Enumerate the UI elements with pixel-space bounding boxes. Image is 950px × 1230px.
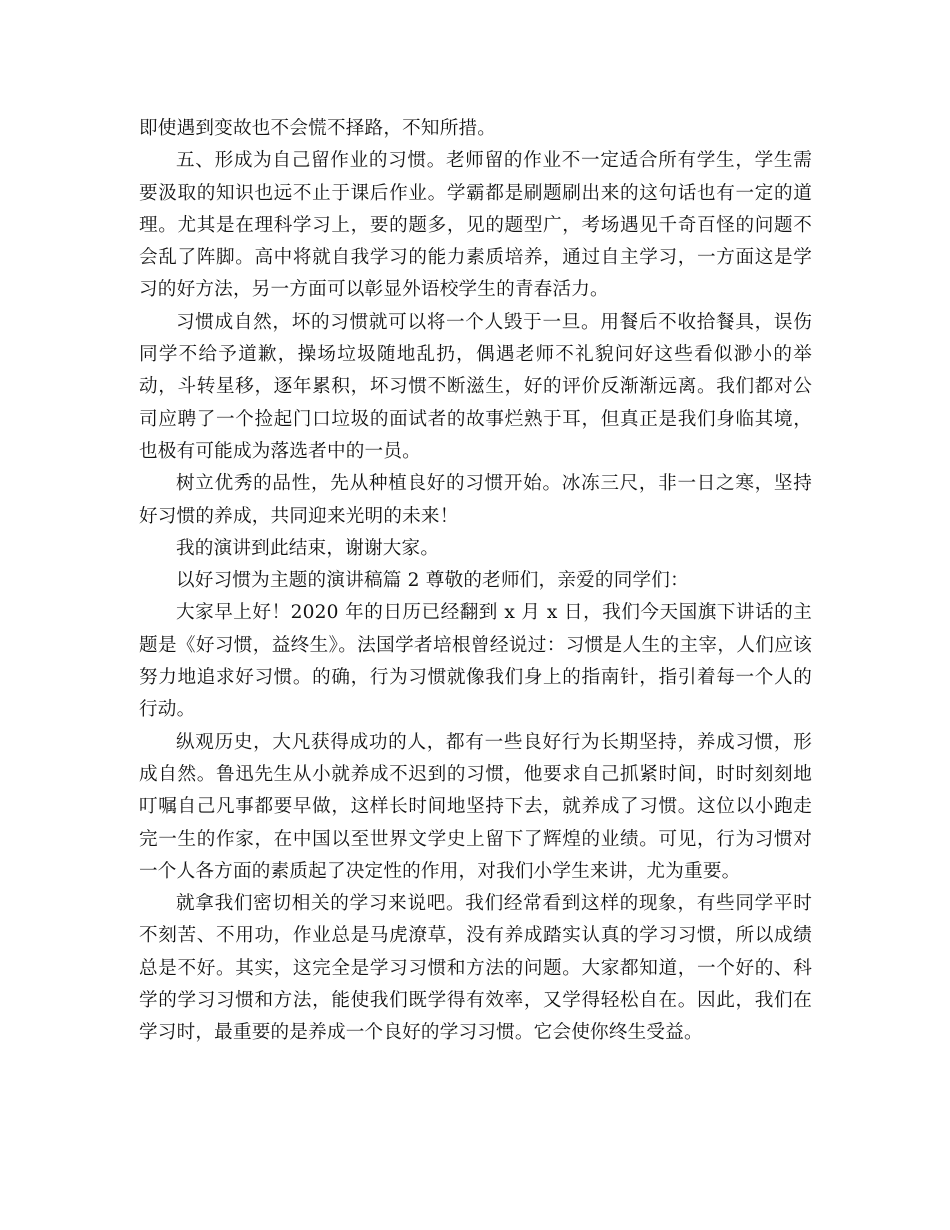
paragraph: 大家早上好！2020 年的日历已经翻到 x 月 x 日，我们今天国旗下讲话的主题是《好习惯，益终生》。法国学者培根曾经说过：习惯是人生的主宰，人们应该努力地追求好习惯。的确，行为习惯就像我们身上的指南针，指引着每一个人的行动。 — [139, 602, 812, 721]
paragraph: 纵观历史，大凡获得成功的人，都有一些良好行为长期坚持，养成习惯，形成自然。鲁迅先生从小就养成不迟到的习惯，他要求自己抓紧时间，时时刻刻地叮嘱自己凡事都要早做，这样长时间地坚持下去，就养成了习惯。这位以小跑走完一生的作家，在中国以至世界文学史上留下了辉煌的业绩。可见，行为习惯对一个人各方面的素质起了决定性的作用，对我们小学生来讲，尤为重要。 — [139, 731, 812, 882]
paragraph: 树立优秀的品性，先从种植良好的习惯开始。冰冻三尺，非一日之寒，坚持好习惯的养成，共同迎来光明的未来！ — [139, 473, 812, 527]
paragraph: 以好习惯为主题的演讲稿篇 2 尊敬的老师们，亲爱的同学们： — [176, 570, 689, 592]
paragraph: 习惯成自然，坏的习惯就可以将一个人毁于一旦。用餐后不收拾餐具，误伤同学不给予道歉，操场垃圾随地乱扔，偶遇老师不礼貌问好这些看似渺小的举动，斗转星移，逐年累积，坏习惯不断滋生，好的评价反渐渐远离。我们都对公司应聘了一个捡起门口垃圾的面试者的故事烂熟于耳，但真正是我们身临其境，也极有可能成为落选者中的一员。 — [139, 311, 812, 462]
paragraph: 五、形成为自己留作业的习惯。老师留的作业不一定适合所有学生，学生需要汲取的知识也远不止于课后作业。学霸都是刷题刷出来的这句话也有一定的道理。尤其是在理科学习上，要的题多，见的题型广，考场遇见千奇百怪的问题不会乱了阵脚。高中将就自我学习的能力素质培养，通过自主学习，一方面这是学习的好方法，另一方面可以彰显外语校学生的青春活力。 — [139, 150, 812, 301]
paragraph: 即使遇到变故也不会慌不择路，不知所措。 — [139, 118, 497, 139]
paragraph: 我的演讲到此结束，谢谢大家。 — [176, 537, 440, 559]
paragraph: 就拿我们密切相关的学习来说吧。我们经常看到这样的现象，有些同学平时不刻苦、不用功，作业总是马虎潦草，没有养成踏实认真的学习习惯，所以成绩总是不好。其实，这完全是学习习惯和方法的问题。大家都知道，一个好的、科学的学习习惯和方法，能使我们既学得有效率，又学得轻松自在。因此，我们在学习时，最重要的是养成一个良好的学习习惯。它会使你终生受益。 — [139, 893, 812, 1044]
document-body — [139, 113, 812, 1050]
